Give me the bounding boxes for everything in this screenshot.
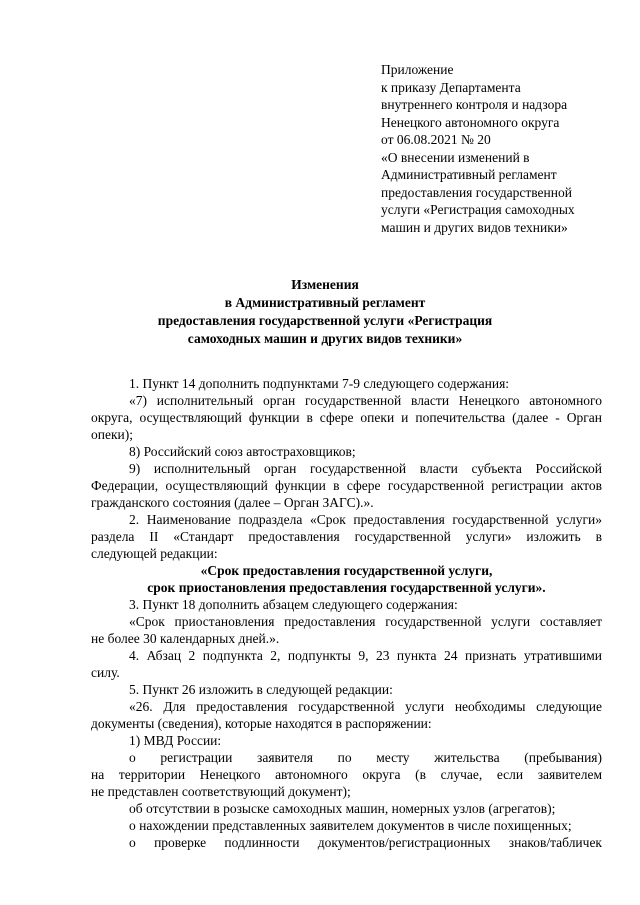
- appendix-line: Административный регламент: [381, 167, 557, 182]
- paragraph-item-5: 5. Пункт 26 изложить в следующей редакции:: [129, 682, 393, 697]
- subsection-heading-line: срок приостановления предоставления государственной услуги».: [147, 580, 546, 595]
- paragraph-line: Федерации, осуществляющий функции в сфере государственной регистрации актов: [91, 478, 602, 493]
- paragraph-line: о регистрации заявителя по месту жительства (пребывания): [129, 750, 602, 765]
- appendix-line: Ненецкого автономного округа: [381, 114, 560, 130]
- document-body: [91, 375, 602, 851]
- paragraph-line: о нахождении представленных заявителем документов в числе похищенных;: [129, 818, 572, 833]
- paragraph-line: «7) исполнительный орган государственной власти Ненецкого автономного: [129, 393, 602, 408]
- appendix-line: предоставления государственной: [381, 184, 572, 200]
- paragraph-line: следующей редакции:: [91, 546, 218, 561]
- appendix-line: к приказу Департамента: [381, 79, 521, 95]
- paragraph-line: 8) Российский союз автостраховщиков;: [129, 444, 356, 459]
- paragraph-item-3: 3. Пункт 18 дополнить абзацем следующего содержания:: [129, 597, 458, 612]
- paragraph-line: об отсутствии в розыске самоходных машин, номерных узлов (агрегатов);: [129, 801, 556, 816]
- paragraph-item-4: 4. Абзац 2 подпункта 2, подпункты 9, 23 пункта 24 признать утратившими: [129, 648, 602, 663]
- paragraph-line: раздела II «Стандарт предоставления государственной услуги» изложить в: [91, 529, 602, 544]
- paragraph-item-1: 1. Пункт 14 дополнить подпунктами 7-9 следующего содержания:: [129, 376, 510, 391]
- title-line: в Административный регламент: [224, 295, 426, 310]
- paragraph-line: 9) исполнительный орган государственной власти субъекта Российской: [129, 461, 602, 476]
- paragraph-line: документы (сведения), которые находятся в распоряжении:: [91, 716, 432, 731]
- title-line: Изменения: [291, 277, 359, 292]
- title-line: самоходных машин и других видов техники»: [187, 331, 463, 346]
- paragraph-line: «Срок приостановления предоставления государственной услуги составляет: [129, 614, 602, 629]
- appendix-line: от 06.08.2021 № 20: [381, 132, 491, 147]
- appendix-line: внутреннего контроля и надзора: [381, 97, 568, 112]
- paragraph-line: не представлен соответствующий документ);: [91, 784, 351, 799]
- appendix-line: услуги «Регистрация самоходных: [381, 202, 575, 217]
- paragraph-line: округа, осуществляющий функции в сфере опеки и попечительства (далее - Орган: [91, 410, 602, 425]
- paragraph-line: не более 30 календарных дней.».: [91, 631, 280, 646]
- appendix-line: «О внесении изменений в: [381, 149, 530, 165]
- paragraph-item-2: 2. Наименование подраздела «Срок предоставления государственной услуги»: [129, 512, 602, 527]
- paragraph-line: о проверке подлинности документов/регистрационных знаков/табличек: [129, 835, 602, 850]
- paragraph-line: гражданского состояния (далее – Орган ЗАГС).».: [91, 495, 374, 510]
- appendix-line: машин и других видов техники»: [381, 219, 568, 235]
- paragraph-line: «26. Для предоставления государственной услуги необходимы следующие: [129, 699, 602, 714]
- title-line: предоставления государственной услуги «Регистрация: [157, 313, 493, 328]
- subsection-heading-line: «Срок предоставления государственной услуги,: [200, 563, 493, 578]
- document-title: [60, 276, 590, 348]
- paragraph-line: 1) МВД России:: [129, 733, 222, 748]
- appendix-line: Приложение: [381, 62, 454, 77]
- appendix-block: [381, 61, 631, 236]
- paragraph-line: на территории Ненецкого автономного округа (в случае, если заявителем: [91, 767, 602, 782]
- paragraph-line: опеки);: [91, 427, 133, 442]
- paragraph-line: силу.: [91, 665, 120, 680]
